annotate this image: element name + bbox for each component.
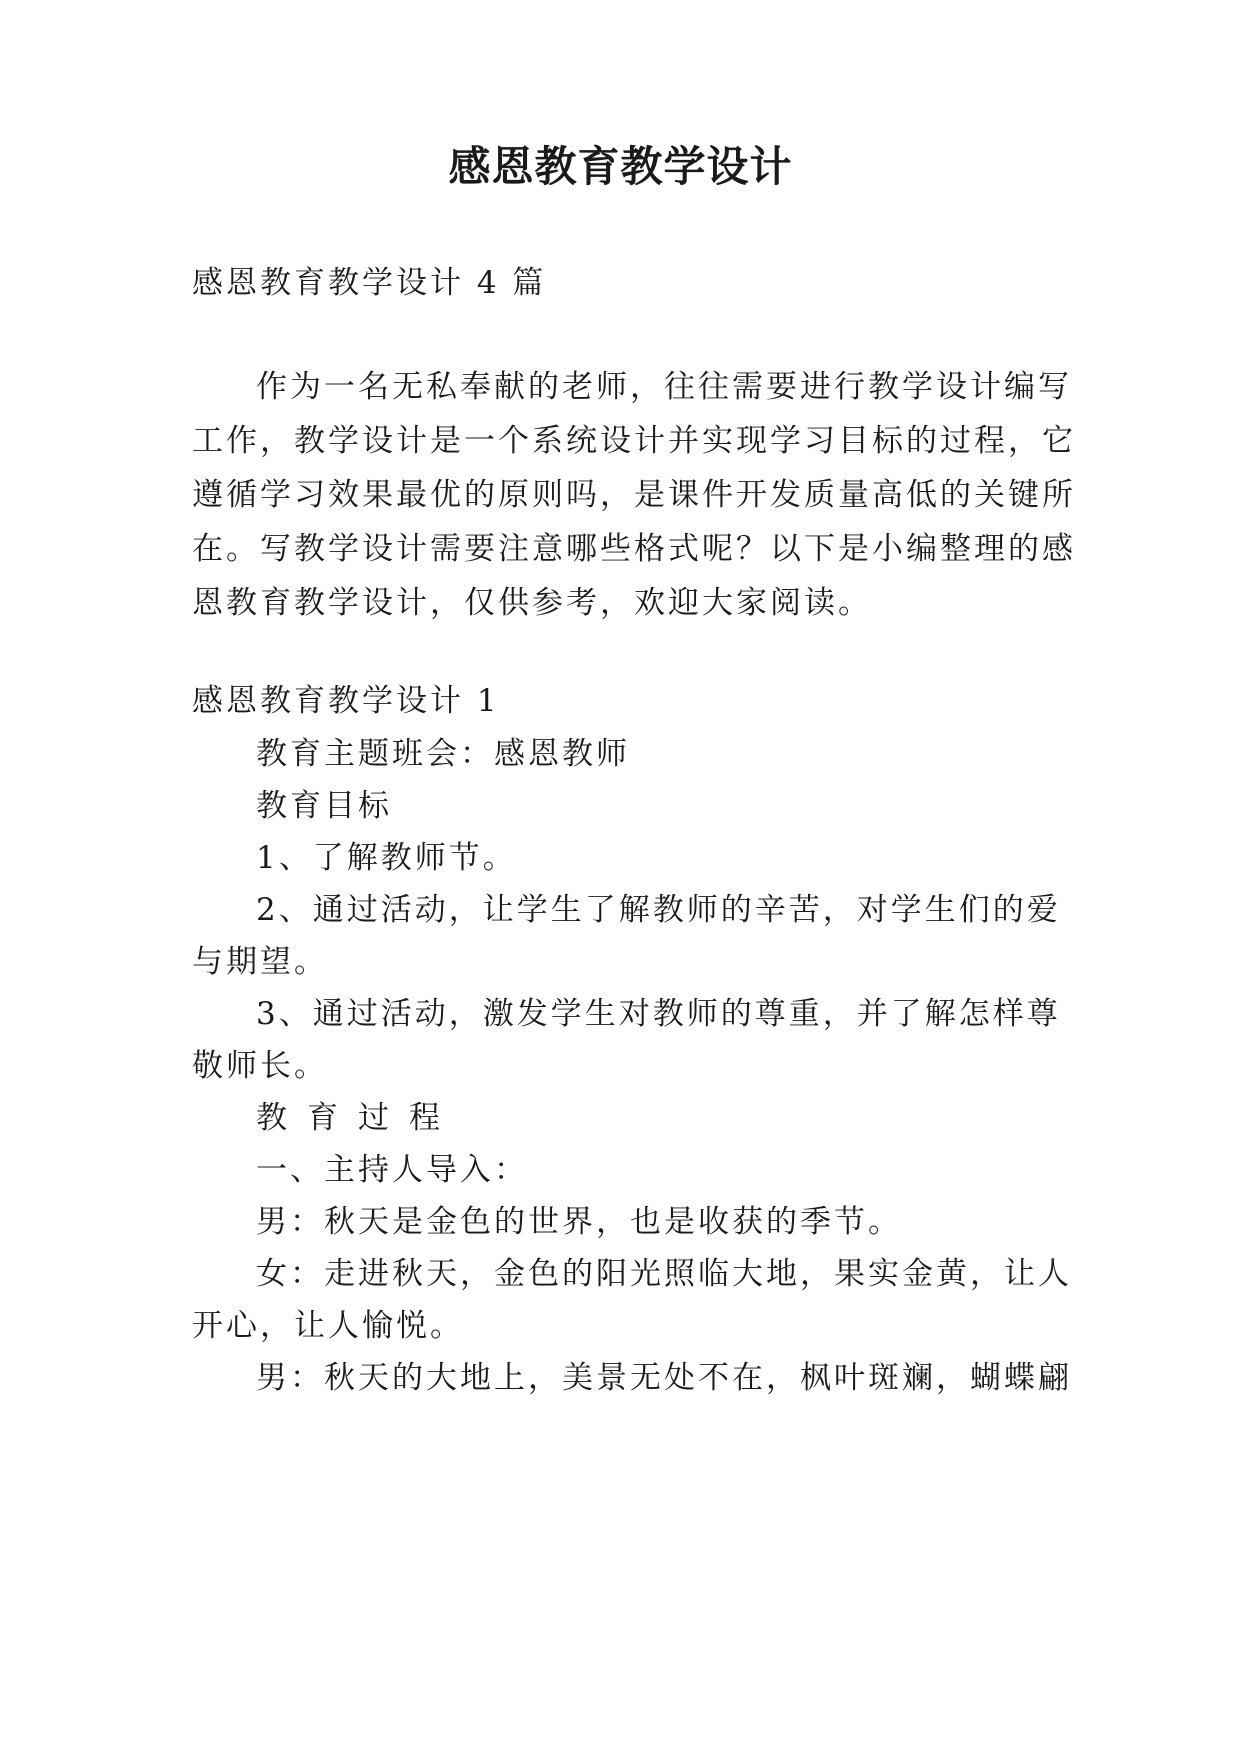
body-line: 2、通过活动，让学生了解教师的辛苦，对学生们的爱 bbox=[256, 892, 1061, 928]
body-line: 与期望。 bbox=[192, 944, 328, 980]
body-line: 3、通过活动，激发学生对教师的尊重，并了解怎样尊 bbox=[256, 996, 1061, 1032]
body-line: 教育目标 bbox=[256, 788, 392, 824]
section-heading: 感恩教育教学设计 1 bbox=[192, 683, 500, 719]
intro-line: 在。写教学设计需要注意哪些格式呢？以下是小编整理的感 bbox=[192, 531, 1076, 567]
body-line: 教育主题班会：感恩教师 bbox=[256, 736, 630, 772]
intro-line: 工作，教学设计是一个系统设计并实现学习目标的过程，它 bbox=[192, 423, 1076, 459]
body-line: 教育过程 bbox=[256, 1100, 460, 1136]
body-line: 一、主持人导入： bbox=[256, 1152, 528, 1188]
document-title: 感恩教育教学设计 bbox=[448, 142, 793, 191]
body-line: 1、了解教师节。 bbox=[256, 840, 517, 876]
body-line: 敬师长。 bbox=[192, 1048, 328, 1084]
body-line: 男：秋天的大地上，美景无处不在，枫叶斑斓，蝴蝶翩 bbox=[256, 1360, 1072, 1396]
intro-line: 遵循学习效果最优的原则吗，是课件开发质量高低的关键所 bbox=[192, 477, 1076, 513]
body-line: 男：秋天是金色的世界，也是收获的季节。 bbox=[256, 1204, 902, 1240]
intro-line: 恩教育教学设计，仅供参考，欢迎大家阅读。 bbox=[192, 585, 872, 621]
body-line: 女：走进秋天，金色的阳光照临大地，果实金黄，让人 bbox=[256, 1256, 1072, 1292]
intro-line: 作为一名无私奉献的老师，往往需要进行教学设计编写 bbox=[256, 369, 1072, 405]
body-line: 开心，让人愉悦。 bbox=[192, 1308, 464, 1344]
document-subtitle: 感恩教育教学设计 4 篇 bbox=[192, 265, 547, 301]
